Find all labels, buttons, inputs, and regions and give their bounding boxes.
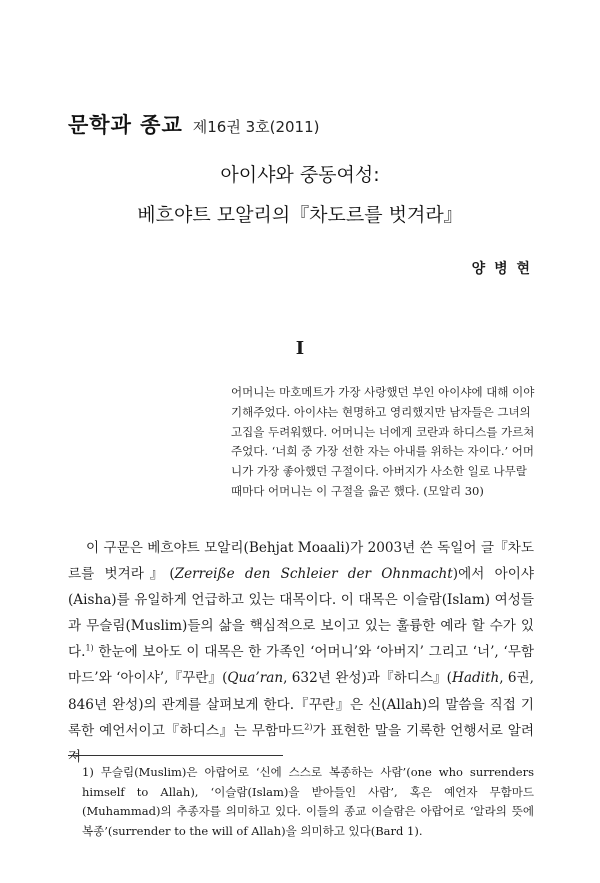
text-run: )에서 아이샤(Aisha)를 유일하게 언급하고 있는 대목이다. 이 대목은 이슬람(Islam) 여성들과 무슬림(Muslim)들의 삶을 핵심적으로 보이고 있는 훌륭한 예라 할 수가 있다. xyxy=(68,566,534,661)
epigraph-citation: (모알리 30) xyxy=(423,483,484,498)
journal-logo: 문학과 종교 xyxy=(68,113,183,137)
title-line-1: 아이샤와 중동여성: xyxy=(220,164,380,186)
epigraph-quote xyxy=(231,383,536,502)
text-run: 가 표현한 말을 기록한 언행서로 알려져 xyxy=(68,722,534,765)
text-run: 한눈에 보아도 이 대목은 한 가족인 ‘어머니’와 ‘아버지’ 그리고 ‘너’, ‘무함마드’와 ‘아이샤’,『꾸란』( xyxy=(68,644,534,687)
footnote-text: 1) 무슬림(Muslim)은 아랍어로 ‘신에 스스로 복종하는 사람’(one who surrenders himself to Allah), ‘이슬람(Islam)을 받아들인 사람’, 혹은 예언자 무함마드(Muhammad)의 추종자를 의미하고 있다. 이들의 종교 이슬람은 아랍어로 ‘알라의 뜻에 복종’(surrender to the will of Allah)을 의미하고 있다(Bard 1). xyxy=(82,765,534,838)
footnote-ref-1[interactable]: 1) xyxy=(85,643,94,653)
body-text xyxy=(68,535,534,770)
text-run: 이 구문은 베흐야트 모알리(Behjat Moaali)가 2003년 쓴 독일어 글『차도르를 벗겨라』( xyxy=(68,540,534,583)
hadith-term: Hadith xyxy=(451,670,500,687)
text-run: , 6권, 846년 완성)의 관계를 살펴보게 한다.『꾸란』은 신(Allah)의 말씀을 직접 기록한 예언서이고『하디스』는 무함마드 xyxy=(68,670,535,739)
paragraph xyxy=(68,535,534,770)
text-run: , 632년 완성)과『하디스』( xyxy=(283,670,452,687)
journal-header xyxy=(68,109,320,139)
german-title: Zerreiße den Schleier der Ohnmacht xyxy=(174,566,453,583)
footnote-divider xyxy=(68,755,283,756)
footnote-1 xyxy=(82,763,534,841)
title-line-2: 베흐야트 모알리의『차도르를 벗겨라』 xyxy=(137,204,463,226)
quran-term: Qua’ran xyxy=(227,670,284,687)
section-heading: I xyxy=(295,338,305,359)
author-name: 양 병 현 xyxy=(471,261,532,277)
journal-issue: 제16권 3호(2011) xyxy=(192,118,320,136)
footnote-ref-2[interactable]: 2) xyxy=(304,722,313,732)
epigraph-text: 어머니는 마호메트가 가장 사랑했던 부인 아이샤에 대해 이야기해주었다. 아이샤는 현명하고 영리했지만 남자들은 그녀의 고집을 두려워했다. 어머니는 너에게 코란과 하디스를 가르쳐 주었다. ‘너희 중 가장 선한 자는 아내를 위하는 자이다.’ 어머니가 가장 좋아했던 구절이다. 아버지가 사소한 일로 나무랄 때마다 어머니는 이 구절을 읊곤 했다. xyxy=(231,385,535,498)
